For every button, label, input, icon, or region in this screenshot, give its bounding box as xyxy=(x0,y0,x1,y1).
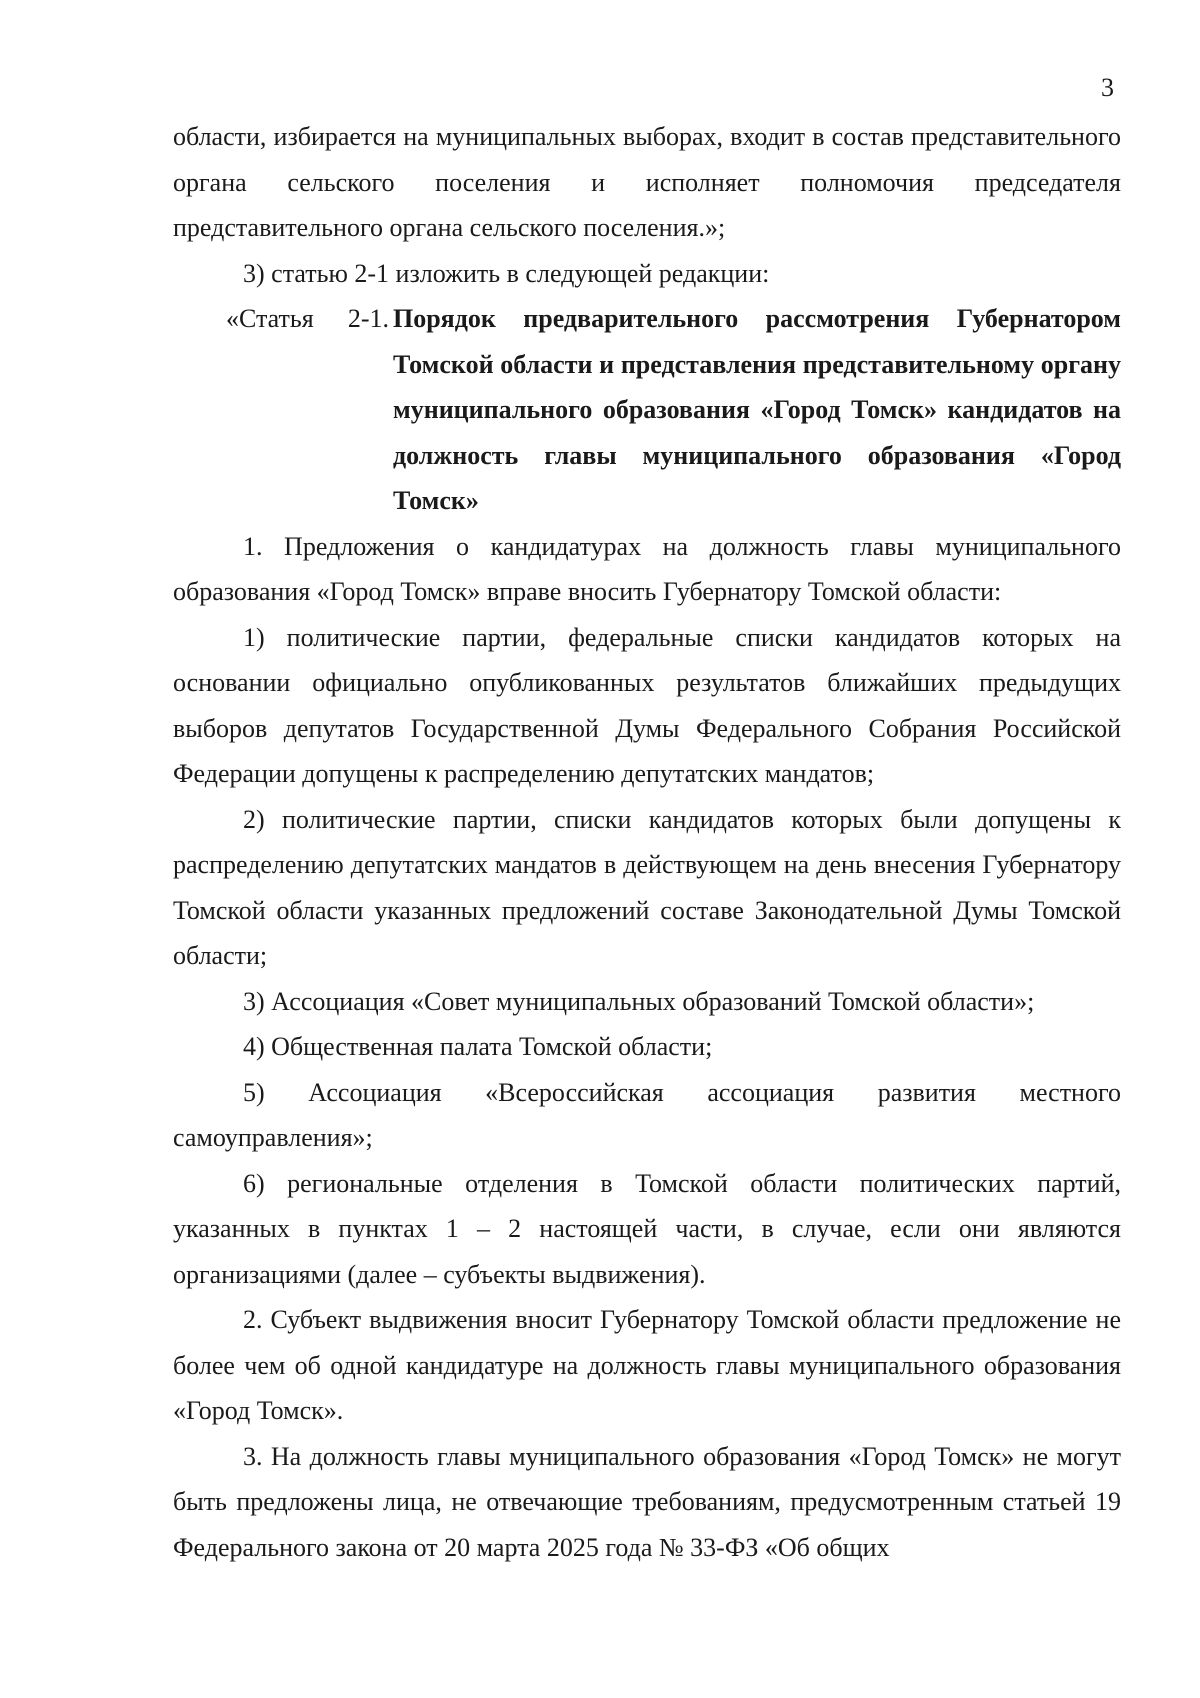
paragraph-11: 3. На должность главы муниципального образования «Город Томск» не могут быть предложены лица, не отвечающие требованиям, предусмотренным статьей 19 Федерального закона от 20 марта 2025 года № 33-ФЗ «Об общих xyxy=(173,1441,1121,1562)
paragraph-2: 3) статью 2-1 изложить в следующей редакции: xyxy=(243,258,770,288)
paragraph-4: 1) политические партии, федеральные списки кандидатов которых на основании официально опубликованных результатов ближайших предыдущих выборов депутатов Государственной Думы Федерального Собрания Российской Федерации допущены к распределению депутатских мандатов; xyxy=(173,622,1121,788)
document-body xyxy=(173,114,1121,1570)
paragraph-7: 4) Общественная палата Томской области; xyxy=(243,1032,713,1061)
article-label-prefix: «Статья xyxy=(226,304,314,333)
paragraph-5: 2) политические партии, списки кандидатов которых были допущены к распределению депутатских мандатов в действующем на день внесения Губернатору Томской области указанных предложений составе Законодательной Думы Томской области; xyxy=(173,804,1121,970)
article-label xyxy=(226,296,393,524)
paragraph-1: области, избирается на муниципальных выборах, входит в состав представительного органа сельского поселения и исполняет полномочия председателя представительного органа сельского поселения.»; xyxy=(173,122,1121,242)
page-number: 3 xyxy=(1101,73,1114,102)
paragraph-6: 3) Ассоциация «Совет муниципальных образований Томской области»; xyxy=(243,986,1035,1016)
article-label-number: 2-1. xyxy=(347,304,389,333)
article-heading xyxy=(226,296,1121,524)
paragraph-3: 1. Предложения о кандидатурах на должность главы муниципального образования «Город Томск» вправе вносить Губернатору Томской области: xyxy=(173,531,1121,606)
article-title: Порядок предварительного рассмотрения Губернатором Томской области и представления представительному органу муниципального образования «Город Томск» кандидатов на должность главы муниципального образования «Город Томск» xyxy=(393,304,1121,515)
paragraph-9: 6) региональные отделения в Томской области политических партий, указанных в пунктах 1 – 2 настоящей части, в случае, если они являются организациями (далее – субъекты выдвижения). xyxy=(173,1168,1121,1289)
paragraph-10: 2. Субъект выдвижения вносит Губернатору Томской области предложение не более чем об одной кандидатуре на должность главы муниципального образования «Город Томск». xyxy=(173,1305,1121,1425)
paragraph-8: 5) Ассоциация «Всероссийская ассоциация развития местного самоуправления»; xyxy=(173,1077,1121,1152)
